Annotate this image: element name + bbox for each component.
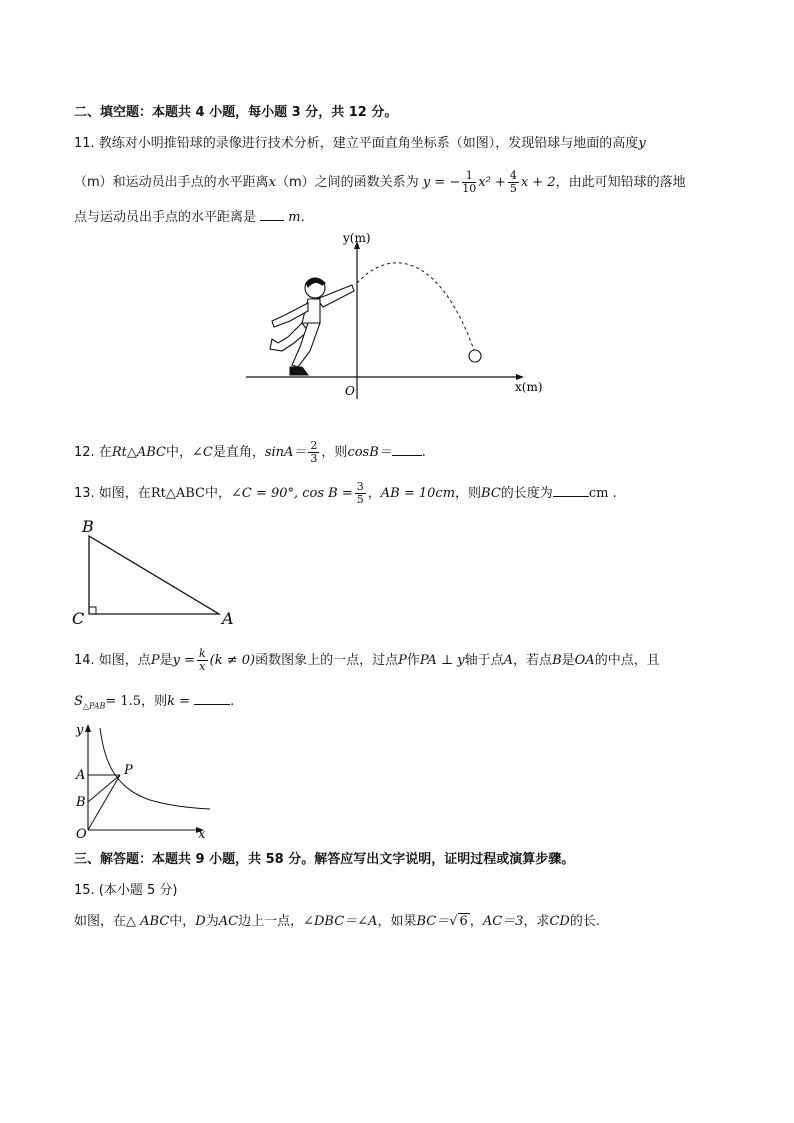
q11-fraction-1: [462, 170, 476, 195]
q12-angle-c: ∠C: [191, 445, 213, 460]
q14-point-a: A: [503, 653, 514, 668]
q11-shot-put-figure: [240, 225, 560, 405]
q13-unit: cm .: [588, 486, 617, 501]
q15-text-g: ，: [469, 914, 483, 929]
q14-text-a: 14. 如图，点: [74, 653, 151, 668]
q13-f-den: 5: [356, 493, 364, 506]
q11-text-2c: ，由此可知铅球的落地: [555, 175, 686, 190]
q11-text-2a: （m）和运动员出手点的水平距离: [74, 175, 269, 190]
q14-label-b: B: [76, 795, 86, 810]
q14-area-s: S: [74, 694, 83, 709]
q13-line: [74, 481, 617, 506]
q12-line: [74, 440, 426, 465]
q13-right-angle-mark: [89, 607, 96, 614]
q11-origin-label: O: [345, 384, 355, 398]
q11-answer-blank[interactable]: [260, 206, 284, 221]
q11-var-x: x: [268, 175, 277, 190]
q14-label-x: x: [198, 827, 206, 842]
q14-f-num: k: [198, 647, 206, 660]
q15-triangle: △ ABC: [126, 914, 170, 929]
q13-answer-blank[interactable]: [553, 482, 589, 497]
q15-head-text: 15. (本小题 5 分): [74, 883, 178, 898]
q14-period: .: [230, 694, 235, 709]
q14-segment-po: [88, 775, 120, 830]
q12-text-d: ，则: [321, 445, 348, 460]
q15-text-a: 如图，在: [74, 914, 127, 929]
q11-text-1: 11. 教练对小明推铅球的录像进行技术分析，建立平面直角坐标系（如图），发现铅球与地面的高度: [74, 136, 639, 151]
q15-line: [74, 912, 600, 932]
q12-answer-blank[interactable]: [392, 441, 422, 456]
q11-text-2b: （m）之间的函数关系为: [276, 175, 419, 190]
q13-fraction: [355, 481, 366, 506]
q11-f1-num: 1: [462, 170, 476, 183]
q15-cd: CD: [549, 914, 570, 929]
q11-athlete-foot: [290, 367, 308, 375]
q12-triangle: Rt△ABC: [111, 445, 166, 460]
q13-label-a: A: [222, 609, 234, 628]
q13-triangle-figure: [66, 514, 246, 630]
q11-eq-mid: x² +: [478, 175, 506, 190]
q14-graph-figure: [70, 720, 220, 845]
q14-k: k =: [167, 694, 190, 709]
q14-condition: (k ≠ 0): [209, 653, 256, 668]
q15-ac-value: AC＝3: [482, 914, 524, 929]
q11-line2: [74, 170, 686, 195]
q15-angle-eq: ∠DBC＝∠A: [303, 914, 378, 929]
q14-point-p2: P: [398, 653, 407, 668]
q15-bc: BC＝: [416, 914, 450, 929]
q14-area-value: = 1.5: [105, 694, 142, 709]
q14-text-d: 作: [406, 653, 420, 668]
q14-text-i: ，则: [141, 694, 168, 709]
q15-point-d: D: [195, 914, 206, 929]
section-3-title: 解答题：本题共 9 小题，共 58 分。解答应写出文字说明，证明过程或演算步骤。: [100, 852, 575, 867]
q14-text-e: 轴于点: [464, 653, 504, 668]
q11-trajectory: [357, 263, 475, 353]
q12-f-num: 2: [310, 439, 318, 452]
q14-hyperbola: [100, 728, 210, 809]
q14-text-f: ，若点: [513, 653, 553, 668]
q11-f1-den: 10: [462, 182, 477, 195]
q13-text-b: 中，: [204, 486, 231, 501]
q12-sin: sinA＝: [264, 445, 307, 460]
q14-fraction: [197, 648, 208, 673]
q12-cos: cosB＝: [347, 445, 392, 460]
q11-x-label: x(m): [515, 380, 543, 394]
q11-eq-end: x + 2: [520, 175, 556, 190]
q14-point-b: B: [552, 653, 562, 668]
q14-f-den: x: [199, 660, 206, 673]
q12-text-c: 是直角，: [212, 445, 265, 460]
q14-text-b: 是: [159, 653, 173, 668]
q14-label-p: P: [124, 763, 133, 778]
q11-f2-den: 5: [509, 182, 517, 195]
q11-line1: [74, 134, 646, 154]
q15-sqrt: √ 6: [449, 914, 468, 929]
q13-bc: BC: [481, 486, 501, 501]
section-2-heading: [74, 103, 397, 123]
q13-text-d: ，则: [455, 486, 482, 501]
q11-athlete-figure: [270, 278, 354, 375]
q15-text-b: 中，: [169, 914, 196, 929]
q11-eq-lhs: y = −: [422, 175, 461, 190]
q14-oa: OA: [574, 653, 595, 668]
q14-segment-pb: [88, 775, 120, 802]
q14-line1: [74, 648, 660, 673]
section-3-heading: [74, 850, 574, 870]
q12-period: .: [421, 445, 426, 460]
q13-label-c: C: [72, 609, 85, 628]
q14-pa-perp: PA ⊥ y: [419, 653, 465, 668]
q12-f-den: 3: [310, 452, 318, 465]
q15-text-e: 边上一点，: [238, 914, 304, 929]
q15-text-f: ，如果: [377, 914, 417, 929]
q14-text-h: 的中点，且: [594, 653, 660, 668]
q14-label-y: y: [76, 723, 84, 738]
q11-var-y: y: [638, 136, 646, 151]
q12-text-b: 中，: [165, 445, 192, 460]
q11-fraction-2: [508, 170, 519, 195]
q13-condition: ∠C = 90°, cos B =: [230, 486, 353, 501]
q11-f2-num: 4: [509, 169, 517, 182]
q13-text-a: 13. 如图，在: [74, 486, 151, 501]
q13-triangle-shape: [89, 536, 219, 614]
q14-label-o: O: [76, 827, 87, 842]
q12-text-a: 12. 在: [74, 445, 112, 460]
section-2-number: 二、: [74, 105, 101, 120]
q13-label-b: B: [82, 517, 94, 536]
q14-label-a: A: [76, 768, 86, 783]
q14-area-sub: △PAB: [82, 701, 106, 711]
q14-line2: [74, 690, 234, 717]
q15-text-i: 的长.: [569, 914, 600, 929]
q12-fraction: [308, 440, 319, 465]
q14-y-eq: y =: [172, 653, 195, 668]
section-3-number: 三、: [74, 852, 101, 867]
q15-heading: [74, 881, 178, 901]
q13-text-c: ，: [367, 486, 381, 501]
q13-ab: AB = 10cm: [380, 486, 456, 501]
q15-text-c: 为: [205, 914, 219, 929]
q15-ac: AC: [218, 914, 239, 929]
q11-text-3: 点与运动员出手点的水平距离是: [74, 210, 257, 225]
q14-answer-blank[interactable]: [194, 690, 230, 705]
q13-triangle: Rt△ABC: [150, 486, 205, 501]
q14-y-arrow: [85, 724, 91, 732]
q11-shot-ball: [469, 350, 481, 362]
q15-text-h: ，求: [523, 914, 550, 929]
q13-text-e: 的长度为: [500, 486, 553, 501]
q15-sqrt-value: 6: [459, 914, 468, 929]
q14-text-c: 函数图象上的一点，过点: [255, 653, 399, 668]
q11-unit: m.: [288, 210, 305, 225]
q14-text-g: 是: [561, 653, 575, 668]
section-2-title: 填空题：本题共 4 小题，每小题 3 分，共 12 分。: [100, 105, 398, 120]
q13-f-num: 3: [356, 480, 364, 493]
q11-y-label: y(m): [343, 231, 371, 245]
q14-point-p: P: [150, 653, 160, 668]
